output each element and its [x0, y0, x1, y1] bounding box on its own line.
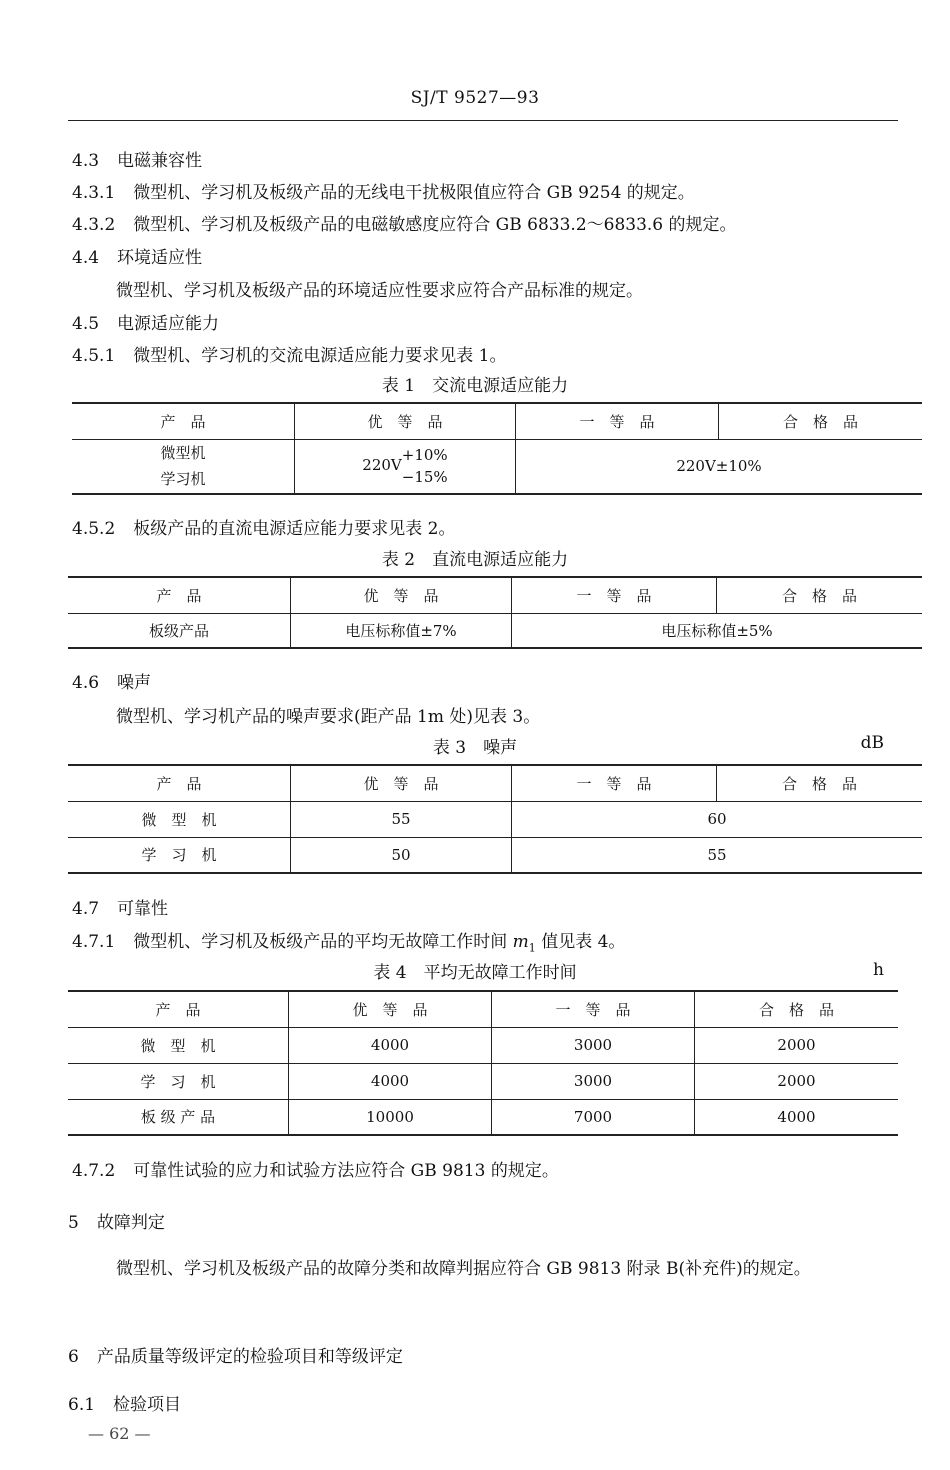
clause-4-7-2 [72, 1156, 559, 1181]
table3-unit: dB [860, 733, 884, 753]
first-cell: 3000 [492, 1027, 695, 1063]
section-title: 检验项目 [113, 1395, 182, 1415]
table1-header-first: 一 等 品 [516, 403, 719, 439]
qualified-cell: 4000 [695, 1099, 899, 1135]
table1-merged-cell: 220V±10% [516, 439, 923, 494]
table-row [68, 801, 922, 837]
section-5 [68, 1208, 165, 1233]
section-title: 环境适应性 [117, 248, 203, 268]
table2-merged-cell: 电压标称值±5% [512, 613, 923, 648]
clause-text: 微型机、学习机及板级产品的电磁敏感度应符合 GB 6833.2～6833.6 的规定。 [133, 215, 737, 235]
excellent-cell: 4000 [289, 1027, 492, 1063]
section-4-5 [72, 309, 219, 334]
clause-text: 可靠性试验的应力和试验方法应符合 GB 9813 的规定。 [133, 1161, 559, 1181]
table1-header-product: 产 品 [72, 403, 295, 439]
table-row [68, 1063, 898, 1099]
section-number: 4.7 [72, 899, 100, 919]
section-title: 电源适应能力 [117, 314, 220, 334]
clause-number: 4.7.1 [72, 932, 116, 952]
clause-number: 4.7.2 [72, 1161, 116, 1181]
clause-4-3-1 [72, 178, 695, 203]
product-cell: 学 习 机 [68, 837, 291, 873]
section-number: 5 [68, 1213, 79, 1233]
voltage-base: 220V [362, 456, 402, 475]
table-row [68, 1099, 898, 1135]
merged-cell: 55 [512, 837, 923, 873]
section-number: 4.5 [72, 314, 100, 334]
section-title: 电磁兼容性 [117, 151, 203, 171]
section-5-body: 微型机、学习机及板级产品的故障分类和故障判据应符合 GB 9813 附录 B(补充件)的规定。 [116, 1259, 811, 1279]
section-title: 产品质量等级评定的检验项目和等级评定 [96, 1347, 403, 1367]
table4-caption: 表 4 平均无故障工作时间 [373, 963, 577, 983]
section-4-6 [72, 668, 151, 693]
tolerance-minus: −15% [401, 468, 448, 487]
table1-product-cell [72, 439, 295, 494]
page-number: — 62 — [88, 1424, 151, 1443]
table2-header-excellent: 优 等 品 [291, 577, 512, 613]
excellent-cell: 10000 [289, 1099, 492, 1135]
clause-text: 板级产品的直流电源适应能力要求见表 2。 [133, 519, 456, 539]
product-name: 微型机 [160, 444, 206, 463]
excellent-cell: 4000 [289, 1063, 492, 1099]
table4-unit: h [873, 960, 884, 980]
product-cell: 微 型 机 [141, 810, 217, 829]
merged-cell: 60 [512, 801, 923, 837]
section-number: 6 [68, 1347, 79, 1367]
section-title: 故障判定 [96, 1213, 165, 1233]
clause-number: 4.5.2 [72, 519, 116, 539]
clause-4-5-2 [72, 514, 456, 539]
section-4-7 [72, 894, 168, 919]
clause-text-pre: 微型机、学习机及板级产品的平均无故障工作时间 [133, 932, 513, 952]
section-number: 4.3 [72, 151, 100, 171]
table3-header-product: 产 品 [68, 765, 291, 801]
section-4-6-body: 微型机、学习机产品的噪声要求(距产品 1m 处)见表 3。 [116, 707, 541, 727]
table3-caption: 表 3 噪声 [432, 738, 518, 758]
section-number: 6.1 [68, 1395, 96, 1415]
excellent-cell: 55 [291, 801, 512, 837]
table2 [68, 576, 922, 649]
table2-excellent-cell: 电压标称值±7% [291, 613, 512, 648]
header-rule [68, 120, 898, 121]
product-cell: 微 型 机 [140, 1036, 216, 1055]
table1-header-qualified: 合 格 品 [719, 403, 923, 439]
clause-4-3-2 [72, 210, 737, 235]
product-name: 学习机 [160, 470, 206, 489]
product-cell: 板 级 产 品 [68, 1099, 289, 1135]
first-cell: 3000 [492, 1063, 695, 1099]
table3-header-first: 一 等 品 [512, 765, 717, 801]
clause-text: 微型机、学习机及板级产品的无线电干扰极限值应符合 GB 9254 的规定。 [133, 183, 695, 203]
table4-header-first: 一 等 品 [492, 991, 695, 1027]
table4 [68, 990, 898, 1136]
tolerance-plus: +10% [401, 446, 448, 465]
section-title: 噪声 [117, 673, 152, 693]
first-cell: 7000 [492, 1099, 695, 1135]
section-4-4 [72, 243, 202, 268]
section-4-4-body: 微型机、学习机及板级产品的环境适应性要求应符合产品标准的规定。 [116, 281, 643, 301]
clause-4-7-1 [72, 927, 625, 954]
table2-header-qualified: 合 格 品 [717, 577, 923, 613]
section-number: 4.4 [72, 248, 100, 268]
product-cell: 学 习 机 [68, 1063, 289, 1099]
table-row [68, 837, 922, 873]
table-row [68, 1027, 898, 1063]
table2-header-product: 产 品 [68, 577, 291, 613]
table4-header-excellent: 优 等 品 [289, 991, 492, 1027]
qualified-cell: 2000 [695, 1027, 899, 1063]
clause-number: 4.5.1 [72, 346, 116, 366]
table1-header-excellent: 优 等 品 [295, 403, 516, 439]
table1-excellent-cell [295, 439, 516, 494]
table3-header-excellent: 优 等 品 [291, 765, 512, 801]
mtbf-symbol: m [512, 932, 529, 952]
clause-number: 4.3.2 [72, 215, 116, 235]
table2-product-cell: 板级产品 [148, 621, 209, 640]
clause-text: 微型机、学习机的交流电源适应能力要求见表 1。 [133, 346, 507, 366]
clause-text-post: 值见表 4。 [535, 932, 626, 952]
table1 [72, 402, 922, 495]
table4-header-product: 产 品 [68, 991, 289, 1027]
qualified-cell: 2000 [695, 1063, 899, 1099]
table3 [68, 764, 922, 874]
table2-caption: 表 2 直流电源适应能力 [381, 550, 569, 570]
mtbf-subscript: 1 [528, 941, 536, 955]
section-6-1 [68, 1390, 181, 1415]
section-4-3 [72, 146, 202, 171]
table3-header-qualified: 合 格 品 [717, 765, 923, 801]
table2-header-first: 一 等 品 [512, 577, 717, 613]
clause-4-5-1 [72, 341, 506, 366]
excellent-cell: 50 [291, 837, 512, 873]
table1-caption: 表 1 交流电源适应能力 [381, 376, 569, 396]
section-6 [68, 1342, 403, 1367]
clause-number: 4.3.1 [72, 183, 116, 203]
section-title: 可靠性 [117, 899, 169, 919]
section-number: 4.6 [72, 673, 100, 693]
page-header-code: SJ/T 9527—93 [410, 88, 540, 108]
table4-header-qualified: 合 格 品 [695, 991, 899, 1027]
